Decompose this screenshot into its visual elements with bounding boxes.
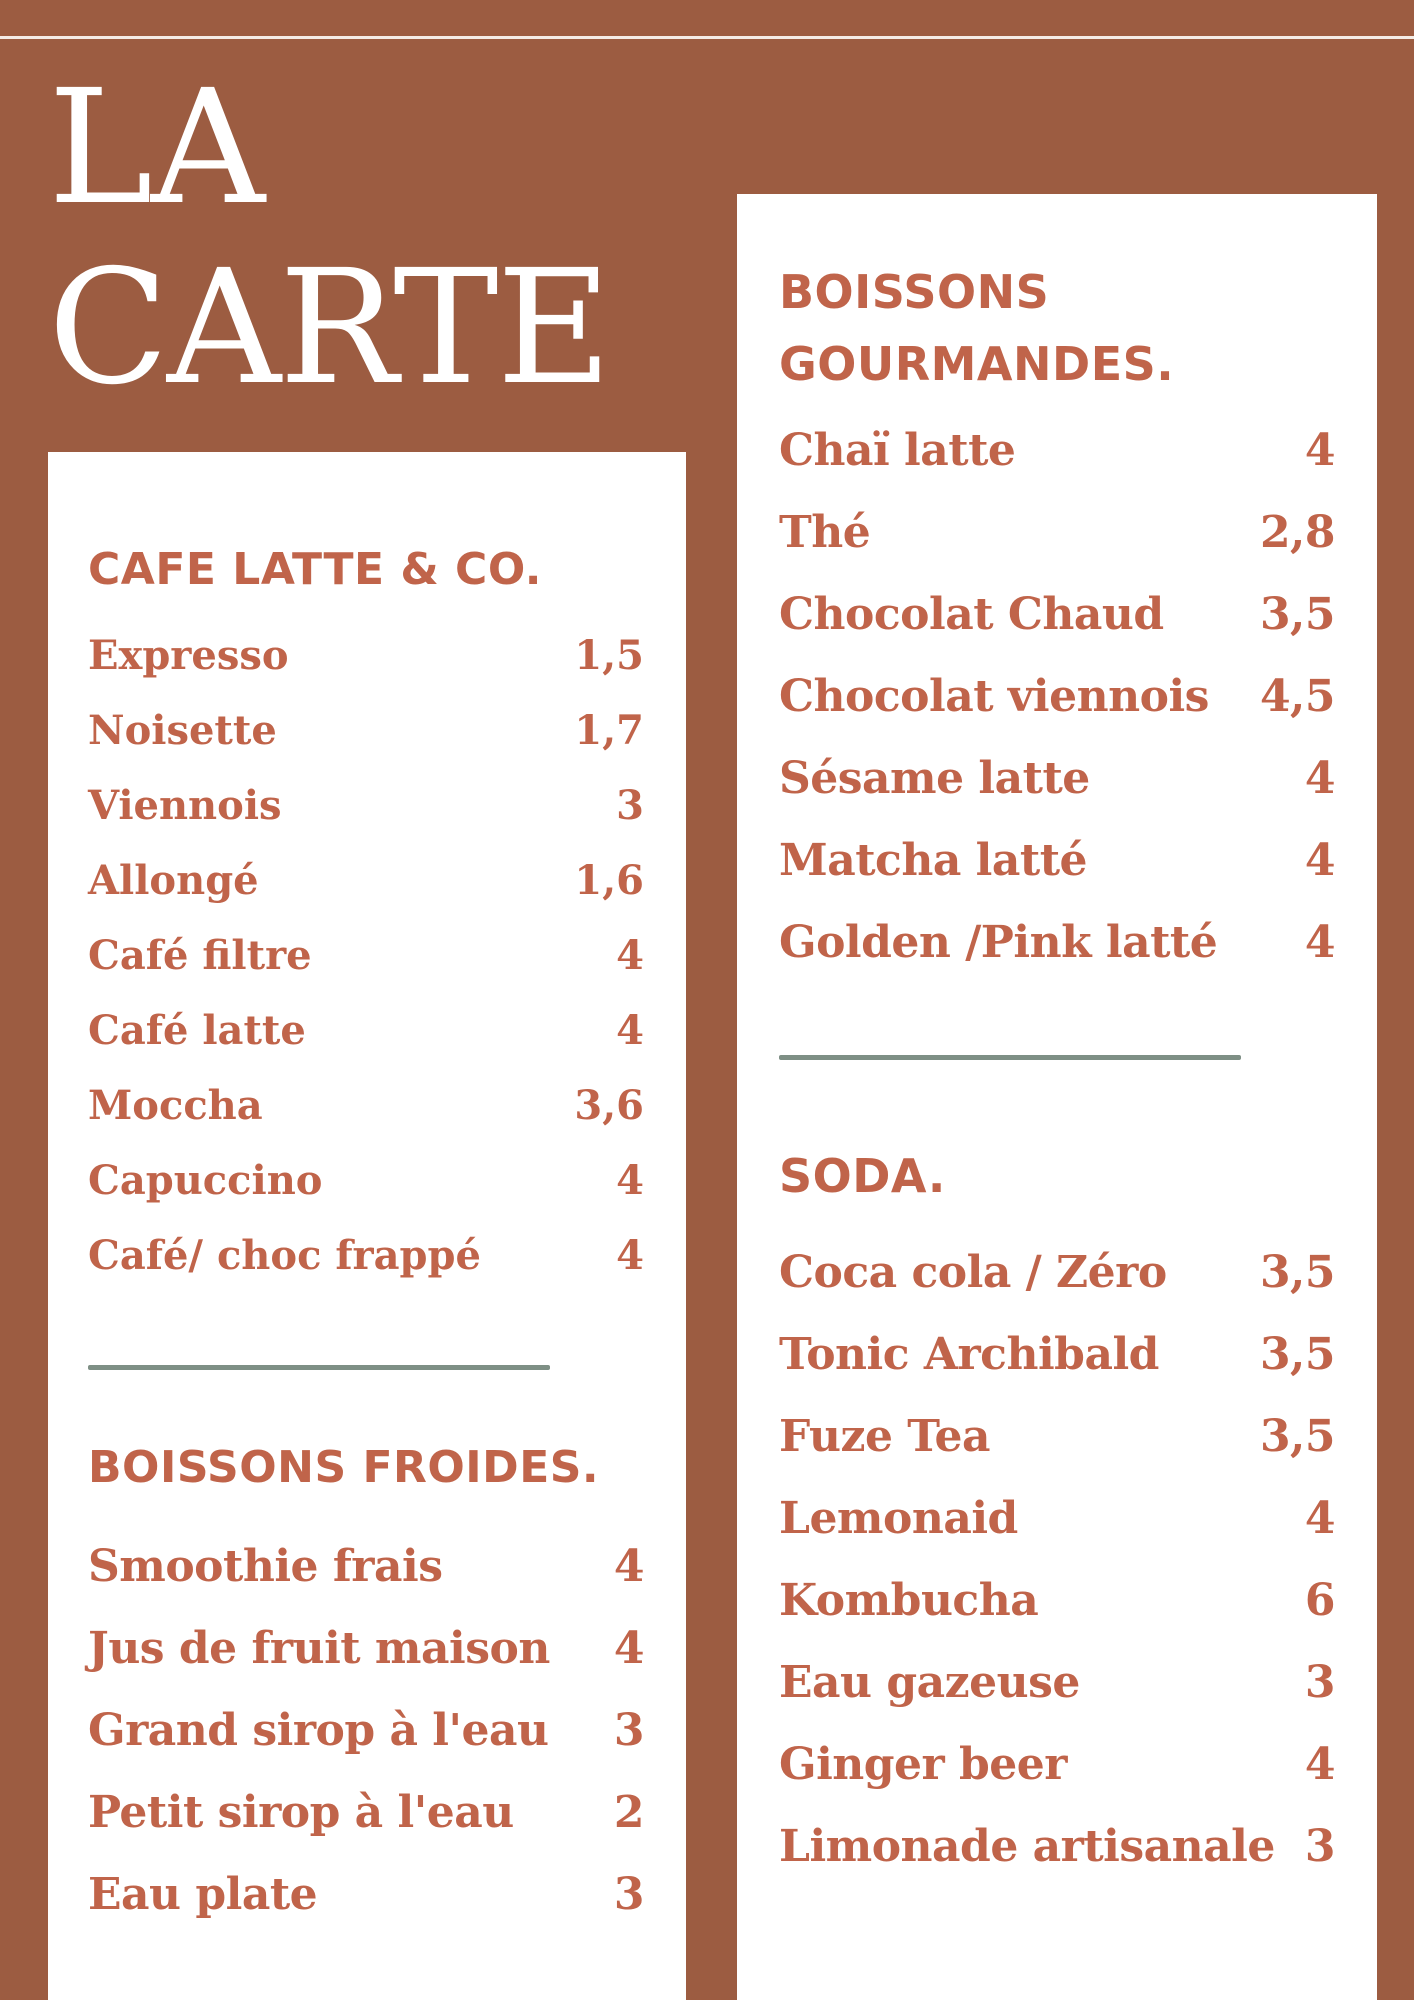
item-name: Ginger beer bbox=[779, 1739, 1067, 1790]
item-price: 4 bbox=[616, 932, 644, 979]
item-price: 1,7 bbox=[574, 707, 644, 754]
heading-line-2: GOURMANDES. bbox=[779, 337, 1175, 391]
item-name: Noisette bbox=[88, 707, 277, 754]
menu-item bbox=[88, 1772, 644, 1854]
menu-item bbox=[88, 993, 644, 1068]
item-price: 3 bbox=[613, 1869, 644, 1920]
menu-item bbox=[779, 656, 1335, 738]
menu-item bbox=[88, 768, 644, 843]
spacer bbox=[779, 1060, 1335, 1140]
title-line-1: LA bbox=[48, 56, 264, 240]
item-name: Café filtre bbox=[88, 932, 312, 979]
spacer bbox=[88, 1504, 644, 1526]
item-name: Thé bbox=[779, 507, 871, 558]
item-price: 2,8 bbox=[1259, 507, 1335, 558]
item-name: Café latte bbox=[88, 1007, 306, 1054]
item-price: 3,5 bbox=[1259, 1411, 1335, 1462]
item-name: Golden /Pink latté bbox=[779, 917, 1218, 968]
item-price: 1,6 bbox=[574, 857, 644, 904]
item-price: 2 bbox=[613, 1787, 644, 1838]
spacer bbox=[779, 984, 1335, 1055]
item-price: 4 bbox=[616, 1232, 644, 1279]
item-price: 4 bbox=[613, 1623, 644, 1674]
item-name: Limonade artisanale bbox=[779, 1821, 1275, 1872]
item-price: 3,5 bbox=[1259, 1247, 1335, 1298]
item-price: 4 bbox=[1304, 835, 1335, 886]
menu-item bbox=[88, 1068, 644, 1143]
item-name: Matcha latté bbox=[779, 835, 1088, 886]
spacer bbox=[779, 1212, 1335, 1232]
item-price: 4 bbox=[1304, 1739, 1335, 1790]
item-name: Eau gazeuse bbox=[779, 1657, 1080, 1708]
item-price: 3,6 bbox=[574, 1082, 644, 1129]
item-price: 6 bbox=[1304, 1575, 1335, 1626]
spacer bbox=[88, 1370, 644, 1432]
item-price: 4 bbox=[616, 1007, 644, 1054]
boissons-froides-list bbox=[88, 1526, 644, 1936]
top-rule bbox=[0, 36, 1414, 39]
item-name: Allongé bbox=[88, 857, 259, 904]
menu-item bbox=[779, 738, 1335, 820]
section-heading-soda: SODA. bbox=[779, 1149, 946, 1203]
spacer bbox=[88, 452, 644, 534]
spacer bbox=[779, 194, 1335, 256]
boissons-gourmandes-list bbox=[779, 410, 1335, 984]
item-price: 4 bbox=[1304, 1493, 1335, 1544]
item-price: 4 bbox=[616, 1157, 644, 1204]
item-price: 4 bbox=[1304, 753, 1335, 804]
menu-item bbox=[88, 918, 644, 993]
menu-item bbox=[88, 843, 644, 918]
menu-item bbox=[779, 492, 1335, 574]
item-name: Jus de fruit maison bbox=[88, 1623, 550, 1674]
menu-item bbox=[88, 1854, 644, 1936]
menu-item bbox=[88, 618, 644, 693]
menu-item bbox=[779, 1314, 1335, 1396]
title-line-2: CARTE bbox=[48, 236, 610, 420]
left-menu-panel bbox=[48, 452, 686, 2000]
menu-item bbox=[779, 1724, 1335, 1806]
item-name: Fuze Tea bbox=[779, 1411, 990, 1462]
item-price: 4,5 bbox=[1259, 671, 1335, 722]
item-price: 3 bbox=[1304, 1821, 1335, 1872]
menu-item bbox=[779, 1560, 1335, 1642]
menu-item bbox=[779, 1396, 1335, 1478]
soda-list bbox=[779, 1232, 1335, 1888]
item-name: Coca cola / Zéro bbox=[779, 1247, 1167, 1298]
item-name: Sésame latte bbox=[779, 753, 1090, 804]
item-price: 4 bbox=[613, 1541, 644, 1592]
item-name: Eau plate bbox=[88, 1869, 318, 1920]
item-name: Petit sirop à l'eau bbox=[88, 1787, 514, 1838]
item-name: Chaï latte bbox=[779, 425, 1016, 476]
item-name: Expresso bbox=[88, 632, 289, 679]
menu-item bbox=[88, 1526, 644, 1608]
item-name: Tonic Archibald bbox=[779, 1329, 1159, 1380]
menu-item bbox=[779, 1478, 1335, 1560]
item-price: 3,5 bbox=[1259, 1329, 1335, 1380]
item-price: 3 bbox=[613, 1705, 644, 1756]
menu-item bbox=[779, 902, 1335, 984]
item-name: Kombucha bbox=[779, 1575, 1039, 1626]
right-menu-panel bbox=[737, 194, 1377, 2000]
item-name: Capuccino bbox=[88, 1157, 323, 1204]
item-price: 4 bbox=[1304, 425, 1335, 476]
item-price: 3 bbox=[1304, 1657, 1335, 1708]
menu-item bbox=[88, 1218, 644, 1293]
item-name: Lemonaid bbox=[779, 1493, 1018, 1544]
item-price: 1,5 bbox=[574, 632, 644, 679]
menu-item bbox=[779, 1642, 1335, 1724]
section-heading-boissons-gourmandes bbox=[779, 256, 1335, 400]
spacer bbox=[88, 1293, 644, 1365]
item-price: 3,5 bbox=[1259, 589, 1335, 640]
menu-item bbox=[779, 820, 1335, 902]
item-name: Grand sirop à l'eau bbox=[88, 1705, 549, 1756]
item-name: Smoothie frais bbox=[88, 1541, 443, 1592]
section-heading-cafe-latte: CAFE LATTE & CO. bbox=[88, 544, 542, 595]
item-name: Viennois bbox=[88, 782, 282, 829]
cafe-latte-list bbox=[88, 618, 644, 1293]
menu-item bbox=[779, 410, 1335, 492]
item-price: 4 bbox=[1304, 917, 1335, 968]
menu-item bbox=[88, 1143, 644, 1218]
item-price: 3 bbox=[616, 782, 644, 829]
spacer bbox=[779, 400, 1335, 410]
menu-item bbox=[779, 1806, 1335, 1888]
item-name: Chocolat Chaud bbox=[779, 589, 1164, 640]
item-name: Café/ choc frappé bbox=[88, 1232, 481, 1279]
menu-item bbox=[88, 1608, 644, 1690]
page-title bbox=[48, 58, 610, 418]
section-heading-boissons-froides: BOISSONS FROIDES. bbox=[88, 1442, 600, 1493]
spacer bbox=[88, 606, 644, 618]
menu-item bbox=[779, 1232, 1335, 1314]
menu-item bbox=[88, 693, 644, 768]
menu-item bbox=[88, 1690, 644, 1772]
heading-line-1: BOISSONS bbox=[779, 265, 1050, 319]
menu-item bbox=[779, 574, 1335, 656]
item-name: Chocolat viennois bbox=[779, 671, 1209, 722]
item-name: Moccha bbox=[88, 1082, 263, 1129]
